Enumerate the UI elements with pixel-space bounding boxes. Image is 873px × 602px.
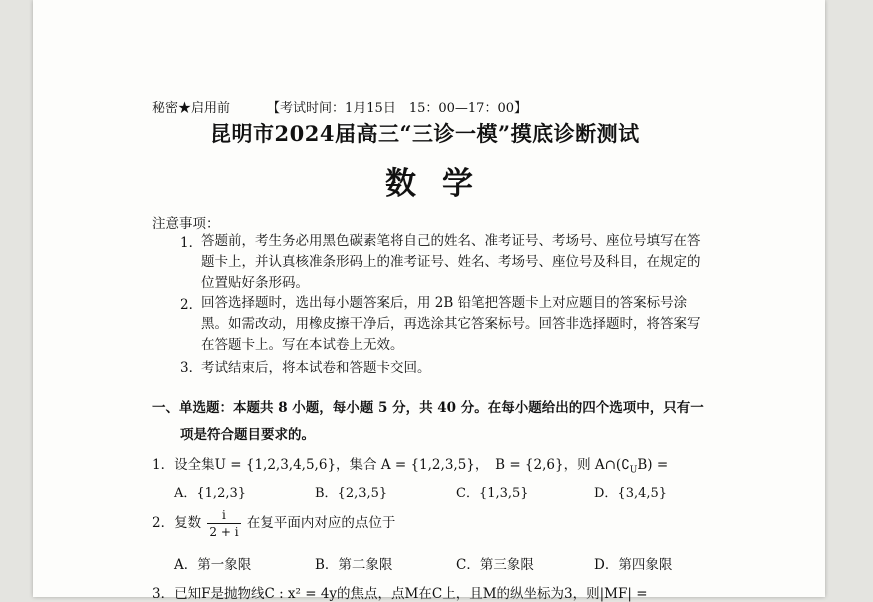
section-1-heading: 一、单选题：本题共 8 小题，每小题 5 分，共 40 分。在每小题给出的四个选项中，只有一 [152, 400, 704, 416]
notice-item-2-number: 2． [180, 297, 203, 313]
question-2-option-d: D．第四象限 [594, 557, 673, 573]
notice-item-2-text: 回答选择题时，选出每小题答案后，用 2B 铅笔把答题卡上对应题目的答案标号涂黑。如需改动，用橡皮擦干净后，再选涂其它答案标号。回答非选择题时，将答案写在答题卡上。写在本试卷上无效。 [201, 295, 701, 353]
question-2-option-b: B．第二象限 [315, 557, 393, 573]
exam-time: 【考试时间：1月15日 15：00—17：00】 [267, 101, 527, 116]
notice-item-3-number: 3． [180, 360, 203, 376]
notice-heading: 注意事项： [152, 216, 220, 232]
question-2-option-a: A．第一象限 [174, 557, 252, 573]
question-2-option-c: C．第三象限 [456, 557, 534, 573]
notice-item-1-text: 答题前，考生务必用黑色碳素笔将自己的姓名、准考证号、考场号、座位号填写在答题卡上，并认真核准条形码上的准考证号、姓名、考场号、座位号及科目，在规定的位置贴好条形码。 [201, 233, 701, 291]
notice-item-3-text: 考试结束后，将本试卷和答题卡交回。 [201, 360, 431, 376]
confidential-label: 秘密★启用前 [152, 101, 231, 116]
notice-item-1-number: 1． [180, 235, 203, 251]
question-2-fraction: $\frac{i}{2 + i}$ [209, 508, 239, 539]
question-3-stem: 3．已知F是抛物线C : x² = 4y的焦点，点M在C上，且M的纵坐标为3，则|MF| = [152, 586, 648, 602]
exam-title: 昆明市2024届高三“三诊一模”摸底诊断测试 [210, 121, 640, 146]
section-1-heading-cont: 项是符合题目要求的。 [180, 427, 315, 443]
question-1-option-b: B．{2,3,5} [315, 486, 388, 501]
question-1-stem: 1．设全集U = {1,2,3,4,5,6}，集合 A = {1,2,3,5}， B = {2,6}，则 $A\cap(∁_UB)$ = [152, 457, 669, 476]
question-1-option-a: A．{1,2,3} [174, 486, 247, 501]
question-2-stem: 2．复数 $\frac{i}{2 + i}$ 在复平面内对应的点位于 [152, 508, 396, 539]
question-1-option-c: C．{1,3,5} [456, 486, 529, 501]
subject-title: 数学 [385, 166, 499, 202]
exam-page [33, 0, 825, 602]
question-1-option-d: D．{3,4,5} [594, 486, 668, 501]
